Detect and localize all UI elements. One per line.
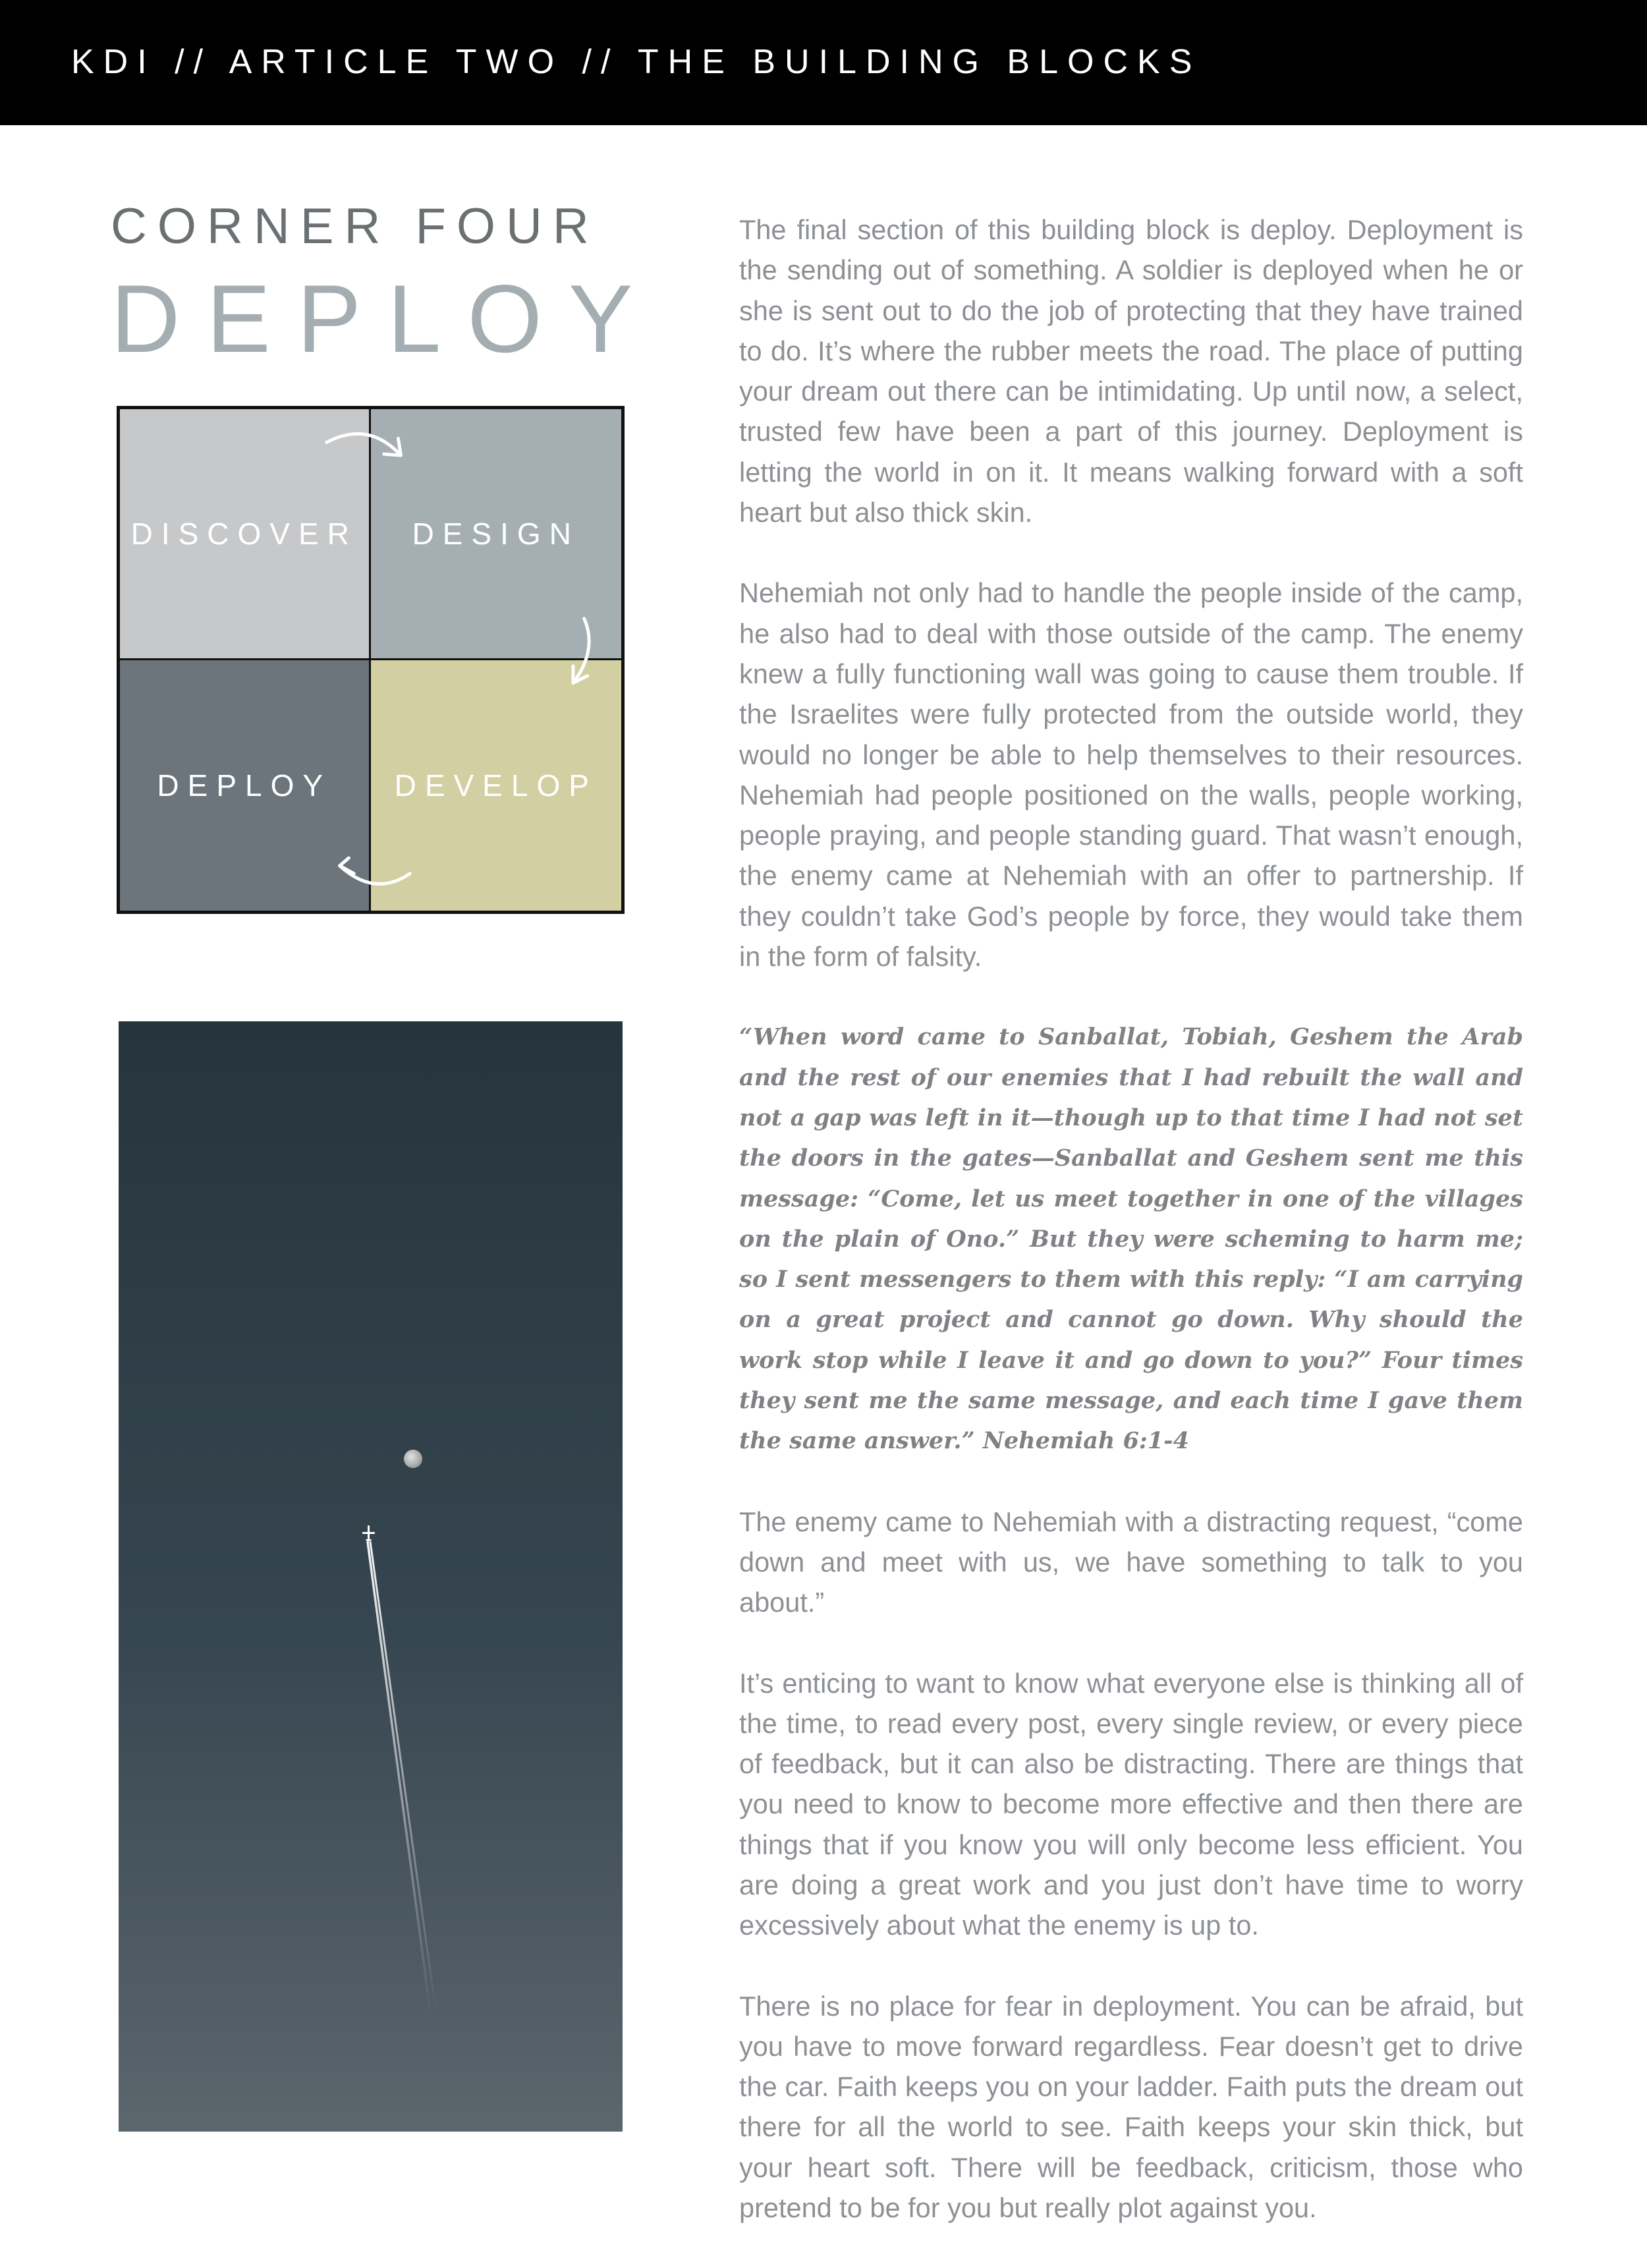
quadrant-label-discover: DISCOVER <box>130 516 358 551</box>
section-title: DEPLOY <box>111 265 659 372</box>
quadrant-deploy <box>120 660 371 911</box>
four-corner-diagram <box>117 406 625 914</box>
quadrant-discover <box>120 409 371 660</box>
scripture-quote: “When word came to Sanballat, Tobiah, Geshem the Arab and the rest of our enemies that I had rebuilt the wall and not a gap was left in it—though up to that time I had not set the doors in the gates—Sanballat and Geshem sent me this message: “Come, let us meet together in one of the villages on the plain of Ono.” But they were scheming to harm me; so I sent messengers to them with this reply: “I am carrying on a great project and cannot go down. Why should the work stop while I leave it and go down to you?” Four times they sent me the same message, and each time I gave them the same answer.” Nehemiah 6:1-4 <box>739 1023 1523 1455</box>
quadrant-design <box>371 409 622 660</box>
body-paragraph: There is no place for fear in deployment. You can be afraid, but you have to move forward regardless. Fear doesn’t get to drive the car. Faith keeps you on your ladder. Faith puts the dream out there for all the world to see. Faith keeps your skin thick, but your heart soft. There will be feedback, criticism, those who pretend to be for you but really plot against you. <box>739 1990 1523 2224</box>
quadrant-label-deploy: DEPLOY <box>157 768 332 803</box>
header-title: KDI // ARTICLE TWO // THE BUILDING BLOCKS <box>71 43 1202 81</box>
body-paragraph: The final section of this building block is deploy. Deployment is the sending out of something. A soldier is deployed when he or she is sent out to do the job of protecting that they have trained to do. It’s where the rubber meets the road. The place of putting your dream out there can be intimidating. Up until now, a select, trusted few have been a part of this journey. Deployment is letting the world in on it. It means walking forward with a soft heart but also thick skin. <box>739 214 1523 528</box>
quadrant-label-design: DESIGN <box>412 516 580 551</box>
body-paragraph: It’s enticing to want to know what everyone else is thinking all of the time, to read every post, every single review, or every piece of feedback, but it can also be distracting. There are things that you need to know to become more effective and then there are things that if you know you will only become less efficient. You are doing a great work and you just don’t have time to worry excessively about what the enemy is up to. <box>739 1667 1523 1941</box>
body-paragraph: The enemy came to Nehemiah with a distracting request, “come down and meet with us, we have something to talk to you about.” <box>739 1506 1523 1618</box>
quadrant-develop <box>371 660 622 911</box>
article-body <box>739 210 1523 2268</box>
sky-photo <box>119 1021 623 2132</box>
section-kicker: CORNER FOUR <box>111 198 600 254</box>
header-bar <box>0 0 1647 125</box>
moon-icon <box>404 1450 422 1468</box>
quadrant-label-develop: DEVELOP <box>394 768 598 803</box>
body-paragraph: Nehemiah not only had to handle the people inside of the camp, he also had to deal with those outside of the camp. The enemy knew a fully functioning wall was going to cause them trouble. If the Israelites were fully protected from the outside world, they would no longer be able to help themselves to their resources. Nehemiah had people positioned on the walls, people working, people praying, and people standing guard. That wasn’t enough, the enemy came at Nehemiah with an offer to partnership. If they couldn’t take God’s people by force, they would take them in the form of falsity. <box>739 577 1523 973</box>
